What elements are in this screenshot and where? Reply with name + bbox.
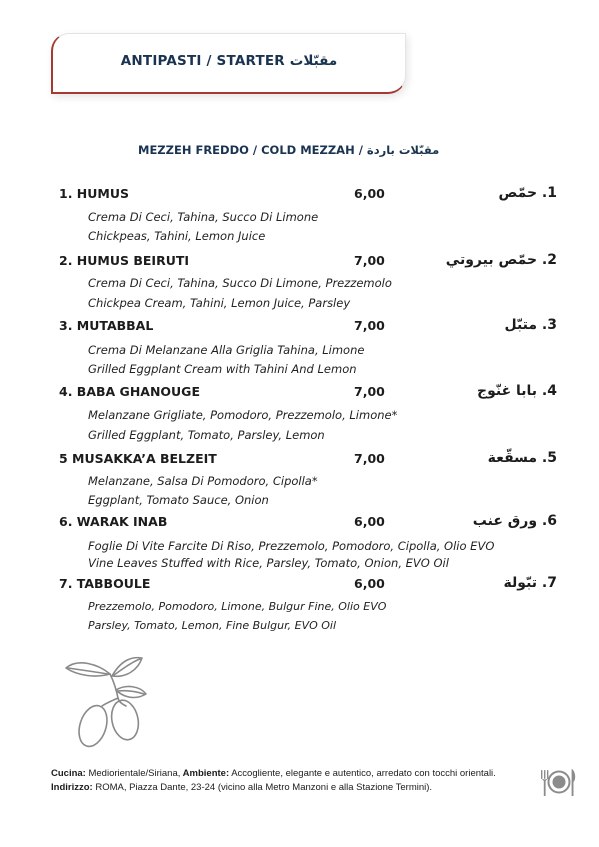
menu-item-arabic-name: 7. تبّولة — [503, 575, 557, 591]
menu-item-description-it: Prezzemolo, Pomodoro, Limone, Bulgur Fine, Olio EVO — [88, 600, 387, 613]
menu-item-description-en: Chickpea Cream, Tahini, Lemon Juice, Parsley — [88, 296, 351, 310]
menu-item-description-en: Chickpeas, Tahini, Lemon Juice — [88, 229, 266, 243]
footer-cucina-value: Mediorientale/Siriana, — [85, 768, 181, 779]
menu-item-price: 7,00 — [354, 451, 385, 466]
menu-item-name: 4. BABA GHANOUGE — [59, 384, 200, 399]
menu-item-price: 7,00 — [354, 384, 385, 399]
olive-branch-icon — [58, 654, 158, 749]
menu-item-arabic-name: 4. بابا غنّوج — [477, 383, 557, 399]
footer-cucina-label: Cucina: — [51, 768, 86, 779]
cutlery-icon — [539, 766, 579, 800]
menu-item-description-en: Parsley, Tomato, Lemon, Fine Bulgur, EVO Oil — [88, 619, 337, 632]
menu-item-arabic-name: 2. حمّص بيروتي — [445, 252, 557, 268]
menu-item-description-en: Grilled Eggplant, Tomato, Parsley, Lemon — [88, 428, 325, 442]
menu-item-price: 7,00 — [354, 253, 385, 268]
menu-item-name: 1. HUMUS — [59, 186, 130, 201]
menu-item-description-it: Crema Di Ceci, Tahina, Succo Di Limone — [88, 210, 319, 224]
menu-item-description-en: Grilled Eggplant Cream with Tahini And Lemon — [88, 362, 357, 376]
menu-item-description-en: Eggplant, Tomato Sauce, Onion — [88, 493, 269, 507]
menu-item-description-it: Melanzane, Salsa Di Pomodoro, Cipolla* — [88, 474, 318, 488]
menu-item-arabic-name: 5. مسقّعة — [487, 450, 557, 466]
footer-ambiente-label: Ambiente: — [180, 768, 230, 779]
menu-item-name: 3. MUTABBAL — [59, 318, 154, 333]
menu-item-description-it: Foglie Di Vite Farcite Di Riso, Prezzemolo, Pomodoro, Cipolla, Olio EVO — [88, 539, 495, 553]
menu-item-price: 6,00 — [354, 576, 385, 591]
menu-item-description-en: Vine Leaves Stuffed with Rice, Parsley, Tomato, Onion, EVO Oil — [88, 556, 449, 570]
menu-item-price: 6,00 — [354, 514, 385, 529]
menu-item-arabic-name: 3. متبّل — [504, 317, 557, 333]
menu-item-price: 7,00 — [354, 318, 385, 333]
menu-item-name: 6. WARAK INAB — [59, 514, 168, 529]
menu-item-arabic-name: 6. ورق عنب — [472, 513, 557, 529]
menu-item-name: 5 MUSAKKA’A BELZEIT — [59, 451, 217, 466]
menu-item-name: 7. TABBOULE — [59, 576, 151, 591]
menu-item-name: 2. HUMUS BEIRUTI — [59, 253, 190, 268]
footer-ambiente-value: Accogliente, elegante e autentico, arredato con tocchi orientali. — [229, 768, 496, 779]
menu-item-price: 6,00 — [354, 186, 385, 201]
section-header-card — [51, 33, 406, 94]
footer-indirizzo-label: Indirizzo: — [51, 782, 93, 793]
menu-item-arabic-name: 1. حمّص — [498, 185, 557, 201]
subsection-title: MEZZEH FREDDO / COLD MEZZAH / مقبّلات باردة — [138, 143, 440, 157]
footer-indirizzo-value: ROMA, Piazza Dante, 23-24 (vicino alla Metro Manzoni e alla Stazione Termini). — [92, 782, 433, 793]
menu-item-description-it: Crema Di Ceci, Tahina, Succo Di Limone, Prezzemolo — [88, 276, 392, 290]
restaurant-info-footer — [51, 767, 531, 795]
menu-item-description-it: Crema Di Melanzane Alla Griglia Tahina, Limone — [88, 343, 365, 357]
section-title: ANTIPASTI / STARTER مقبّلات — [120, 53, 338, 69]
menu-item-description-it: Melanzane Grigliate, Pomodoro, Prezzemolo, Limone* — [88, 408, 398, 422]
